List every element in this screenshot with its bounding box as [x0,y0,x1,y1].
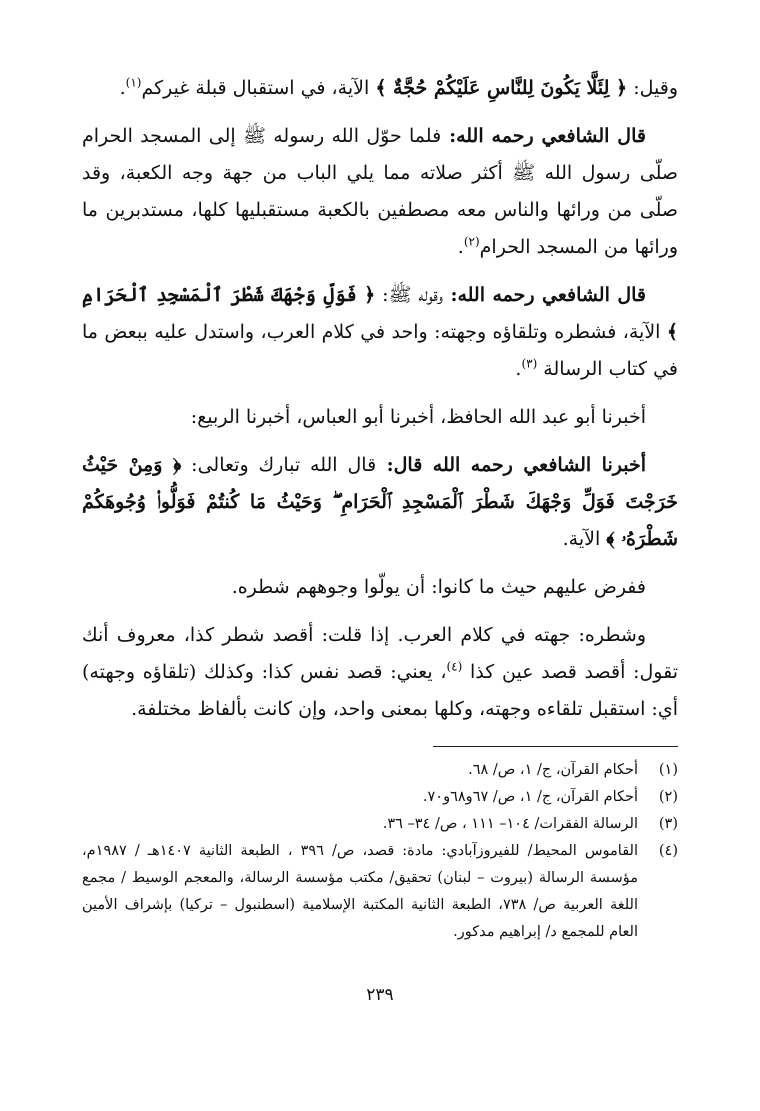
footnote-number: (١) [658,762,678,778]
paragraph-4 [82,399,678,436]
paragraph-2 [82,118,678,266]
paragraph-2-text: فلما حوّل الله رسوله ﷺ إلى المسجد الحرام صلّى رسول الله ﷺ أكثر صلاته مما يلي الباب من جهة وجه الكعبة، وقد صلّى من ورائها والناس معه مصطفين بالكعبة مستقبليها كلها، مستدبرين ما ورائها من المسجد الحرام [82,125,678,258]
footnote-item [82,811,678,838]
footnote-number: (٢) [658,789,678,805]
footnote-ref: (٣) [521,356,538,371]
isnad-text: أخبرنا أبو عبد الله الحافظ، أخبرنا أبو العباس، أخبرنا الربيع: [190,406,646,428]
footnote-text: أحكام القرآن، ج/ ١، ص/ ٦٧و٦٨و٧٠. [422,789,638,805]
paragraph-3 [82,277,678,388]
paragraph-end: . [457,236,464,258]
footnote-item [82,838,678,946]
paragraph-lead: أخبرنا الشافعي رحمه الله قال: [376,454,646,476]
footnote-ref: (٢) [463,234,480,249]
main-text [82,70,678,728]
paragraph-7-text: وشطره: جهته في كلام العرب. إذا قلت: أقصد شطر كذا، معروف أنك تقول: أقصد قصد عين كذا [82,624,679,683]
page-number: ٢٣٩ [366,985,394,1005]
paragraph-lead: قال الشافعي رحمه الله: [441,125,646,147]
footnote-number: (٤) [658,843,678,859]
paragraph-7 [82,617,678,728]
footnote-text: أحكام القرآن، ج/ ١، ص/ ٦٨. [468,762,638,778]
paragraph-7-text-cont: ، يعني: قصد نفس كذا: وكذلك (تلقاؤه وجهته) أي: استقبل تلقاءه وجهته، وكلها بمعنى واحد، وإن كانت بألفاظ مختلفة. [82,661,678,720]
paragraph-5-text-cont: الآية. [562,528,607,550]
footnote-ref: (٤) [446,659,463,674]
paragraph-5 [82,447,678,558]
footnote-ref: (١) [125,75,142,90]
footnote-text: القاموس المحيط/ للفيروزآبادي: مادة: قصد، ص/ ٣٩٦ ، الطبعة الثانية ١٤٠٧هـ / ١٩٨٧م، مؤسسة الرسالة (بيروت – لبنان) تحقيق/ مكتب مؤسسة الرسالة، والمعجم الوسيط / مجمع اللغة العربية ص/ ٧٣٨، الطبعة الثانية المكتبة الإسلامية (اسطنبول – تركيا) بإشراف الأمين العام للمجمع د/ إبراهيم مدكور. [82,843,639,940]
paragraph-end: . [119,77,126,99]
paragraph-6-text: ففرض عليهم حيث ما كانوا: أن يولّوا وجوههم شطره. [231,576,646,598]
quran-verse: ﴿ لِئَلَّا يَكُونَ لِلنَّاسِ عَلَيْكُمْ حُجَّةٌ ﴾ [375,77,628,99]
quran-verse: ﴿ وَمِنْ حَيْثُ خَرَجْتَ فَوَلِّ وَجْهَكَ شَطْرَ ٱلْمَسْجِدِ ٱلْحَرَامِ ۖ وَحَيْثُ مَا كُنتُمْ فَوَلُّوا۟ وُجُوهَكُمْ شَطْرَهُۥ ﴾ [82,454,678,550]
footnotes [82,757,678,946]
quran-verse: ﴿ فَوَلِّ وَجْهَكَ شَطْرَ ٱلْمَسْجِدِ ٱلْحَرَامِ ﴾ [82,284,678,343]
footnote-item [82,757,678,784]
paragraph-1 [82,70,678,107]
paragraph-3-text: وقوله ﷺ: [375,284,443,306]
paragraph-1-text: وقيل: [627,77,678,99]
paragraph-3-text-cont: الآية، فشطره وتلقاؤه وجهته: واحد في كلام العرب، واستدل عليه ببعض ما في كتاب الرسالة [82,321,678,380]
paragraph-lead: قال الشافعي رحمه الله: [443,284,647,306]
paragraph-end: . [515,358,522,380]
paragraph-6 [82,569,678,606]
footnote-text: الرسالة الفقرات/ ١٠٤– ١١١ ، ص/ ٣٤– ٣٦. [382,816,638,832]
footnote-number: (٣) [658,816,678,832]
paragraph-5-text: قال الله تبارك وتعالى: [181,454,377,476]
paragraph-1-text-cont: الآية، في استقبال قبلة غيركم [141,77,376,99]
footnote-divider [433,746,678,747]
footnote-item [82,784,678,811]
